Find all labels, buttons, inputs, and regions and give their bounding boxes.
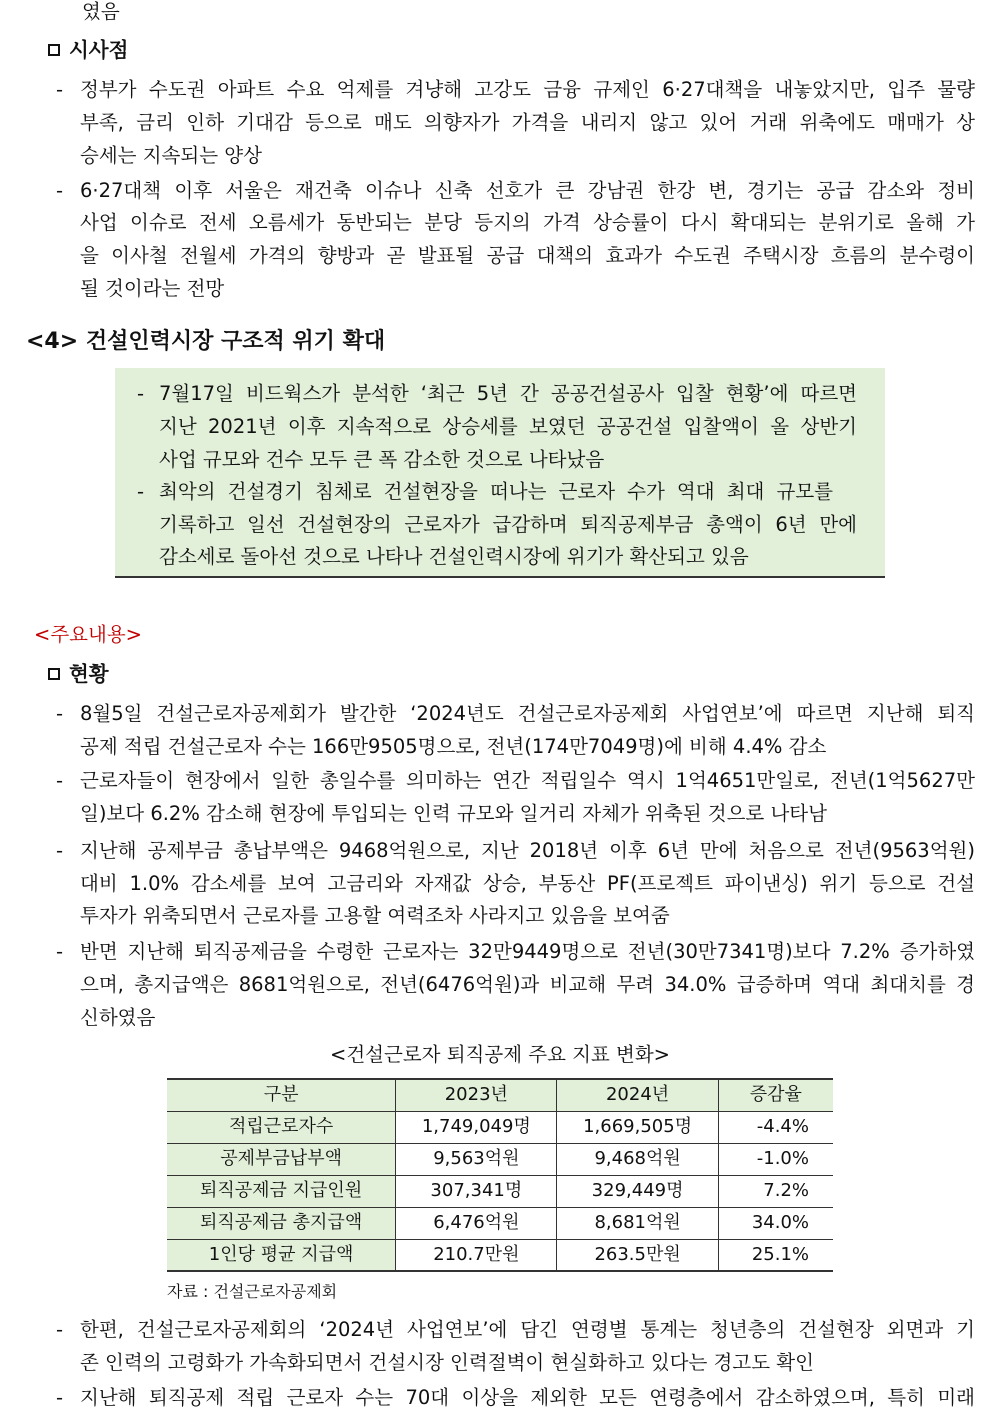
table-cell-2023: 1,749,049명	[396, 1111, 557, 1143]
implication-heading-text: 시사점	[69, 38, 129, 62]
table-cell-2024: 9,468억원	[557, 1143, 718, 1175]
table-category-cell: 1인당 평균 지급액	[167, 1239, 396, 1271]
main-content-label: <주요내용>	[34, 623, 143, 646]
table-row	[167, 1239, 833, 1271]
table-row	[167, 1207, 833, 1239]
table-title: <건설근로자 퇴직공제 주요 지표 변화>	[329, 1043, 671, 1066]
table-cell-2024: 263.5만원	[557, 1239, 718, 1271]
current-bullet-2-line-1: 근로자들이 현장에서 일한 총일수를 의미하는 연간 적립일수 역시 1억4651만일로, 전년(1억5627만	[80, 769, 975, 792]
table-cell-2023: 210.7만원	[396, 1239, 557, 1271]
summary-bullet-1-line-1: 7월17일 비드웍스가 분석한 ‘최근 5년 간 공공건설공사 입찰 현황’에 따르면	[159, 382, 857, 405]
table-row	[167, 1111, 833, 1143]
dash-marker: -	[56, 839, 64, 862]
dash-marker: -	[137, 480, 145, 503]
current-bullet-4-line-2: 으며, 총지급액은 8681억원으로, 전년(6476억원)과 비교해 무려 34.0% 급증하며 역대 최대치를 경	[80, 973, 975, 996]
summary-bullet-2-line-3: 감소세로 돌아선 것으로 나타나 건설인력시장에 위기가 확산되고 있음	[159, 545, 749, 568]
after-bullet-2-line-1: 지난해 퇴직공제 적립 근로자 수는 70대 이상을 제외한 모든 연령층에서 감소하였으며, 특히 미래	[80, 1386, 975, 1409]
after-bullet-1-line-2: 존 인력의 고령화가 가속화되면서 건설시장 인력절벽이 현실화하고 있다는 경고도 확인	[80, 1351, 814, 1374]
table-category-cell: 퇴직공제금 지급인원	[167, 1175, 396, 1207]
table-cell-rate: 7.2%	[718, 1175, 833, 1207]
summary-bullet-1-line-2: 지난 2021년 이후 지속적으로 상승세를 보였던 공공건설 입찰액이 올 상반기	[159, 415, 857, 438]
summary-bullet-2-line-2: 기록하고 일선 건설현장의 근로자가 급감하며 퇴직공제부금 총액이 6년 만에	[159, 513, 857, 536]
summary-bullet-2-line-1: 최악의 건설경기 침체로 건설현장을 떠나는 근로자 수가 역대 최대 규모를	[159, 480, 833, 503]
implication-bullet-2-line-3: 을 이사철 전월세 가격의 향방과 곧 발표될 공급 대책의 효과가 수도권 주택시장 흐름의 분수령이	[80, 244, 975, 267]
current-bullet-4-line-3: 신하였음	[80, 1006, 156, 1029]
table-header-cell: 구분	[167, 1079, 396, 1111]
implication-bullet-2-line-2: 사업 이슈로 전세 오름세가 동반되는 분당 등지의 가격 상승률이 다시 확대되는 분위기로 올해 가	[80, 211, 975, 234]
implication-bullet-2-line-1: 6·27대책 이후 서울은 재건축 이슈나 신축 선호가 큰 강남권 한강 변, 경기는 공급 감소와 정비	[80, 179, 975, 202]
implication-bullet-1-line-1: 정부가 수도권 아파트 수요 억제를 겨냥해 고강도 금융 규제인 6·27대책을 내놓았지만, 입주 물량	[80, 78, 975, 101]
table-cell-2024: 329,449명	[557, 1175, 718, 1207]
table-cell-rate: 34.0%	[718, 1207, 833, 1239]
dash-marker: -	[56, 1318, 64, 1341]
dash-marker: -	[56, 702, 64, 725]
dash-marker: -	[137, 382, 145, 405]
table-cell-2023: 307,341명	[396, 1175, 557, 1207]
table-cell-2023: 6,476억원	[396, 1207, 557, 1239]
implication-bullet-1-line-3: 승세는 지속되는 양상	[80, 144, 262, 167]
checkbox-square-icon	[48, 44, 60, 56]
table-cell-rate: -1.0%	[718, 1143, 833, 1175]
table-row	[167, 1175, 833, 1207]
dash-marker: -	[56, 1386, 64, 1409]
table-header-cell: 2024년	[557, 1079, 718, 1111]
implication-bullet-2-line-4: 될 것이라는 전망	[80, 277, 225, 300]
table-source: 자료 : 건설근로자공제회	[167, 1282, 338, 1301]
section-title: <4> 건설인력시장 구조적 위기 확대	[26, 329, 386, 354]
current-bullet-3-line-1: 지난해 공제부금 총납부액은 9468억원으로, 지난 2018년 이후 6년 만에 처음으로 전년(9563억원)	[80, 839, 975, 862]
current-bullet-3-line-2: 대비 1.0% 감소세를 보여 고금리와 자재값 상승, 부동산 PF(프로젝트 파이낸싱) 위기 등으로 건설	[80, 872, 975, 895]
dash-marker: -	[56, 179, 64, 202]
current-bullet-3-line-3: 투자가 위축되면서 근로자를 고용할 여력조차 사라지고 있음을 보여줌	[80, 904, 670, 927]
indicator-table	[167, 1078, 833, 1272]
table-cell-2023: 9,563억원	[396, 1143, 557, 1175]
table-category-cell: 퇴직공제금 총지급액	[167, 1207, 396, 1239]
implication-heading	[48, 40, 128, 61]
summary-bullet-1-line-3: 사업 규모와 건수 모두 큰 폭 감소한 것으로 나타났음	[159, 448, 605, 471]
dash-marker: -	[56, 78, 64, 101]
current-bullet-4-line-1: 반면 지난해 퇴직공제금을 수령한 근로자는 32만9449명으로 전년(30만7341명)보다 7.2% 증가하였	[80, 940, 975, 963]
current-bullet-1-line-2: 공제 적립 건설근로자 수는 166만9505명으로, 전년(174만7049명)에 비해 4.4% 감소	[80, 735, 827, 758]
table-header-row	[167, 1079, 833, 1111]
table-category-cell: 적립근로자수	[167, 1111, 396, 1143]
current-bullet-1-line-1: 8월5일 건설근로자공제회가 발간한 ‘2024년도 건설근로자공제회 사업연보’에 따르면 지난해 퇴직	[80, 702, 975, 725]
after-bullet-1-line-1: 한편, 건설근로자공제회의 ‘2024년 사업연보’에 담긴 연령별 통계는 청년층의 건설현장 외면과 기	[80, 1318, 975, 1341]
table-cell-rate: -4.4%	[718, 1111, 833, 1143]
table-cell-2024: 1,669,505명	[557, 1111, 718, 1143]
current-heading	[48, 664, 109, 685]
table-category-cell: 공제부금납부액	[167, 1143, 396, 1175]
continued-text: 였음	[82, 0, 120, 23]
table-cell-2024: 8,681억원	[557, 1207, 718, 1239]
implication-bullet-1-line-2: 부족, 금리 인하 기대감 등으로 매도 의향자가 가격을 내리지 않고 있어 거래 위축에도 매매가 상	[80, 111, 975, 134]
table-cell-rate: 25.1%	[718, 1239, 833, 1271]
table-header-cell: 증감율	[718, 1079, 833, 1111]
current-heading-text: 현황	[69, 662, 109, 686]
checkbox-square-icon	[48, 668, 60, 680]
current-bullet-2-line-2: 일)보다 6.2% 감소해 현장에 투입되는 인력 규모와 일거리 자체가 위축된 것으로 나타남	[80, 802, 827, 825]
dash-marker: -	[56, 940, 64, 963]
table-header-cell: 2023년	[396, 1079, 557, 1111]
dash-marker: -	[56, 769, 64, 792]
table-row	[167, 1143, 833, 1175]
